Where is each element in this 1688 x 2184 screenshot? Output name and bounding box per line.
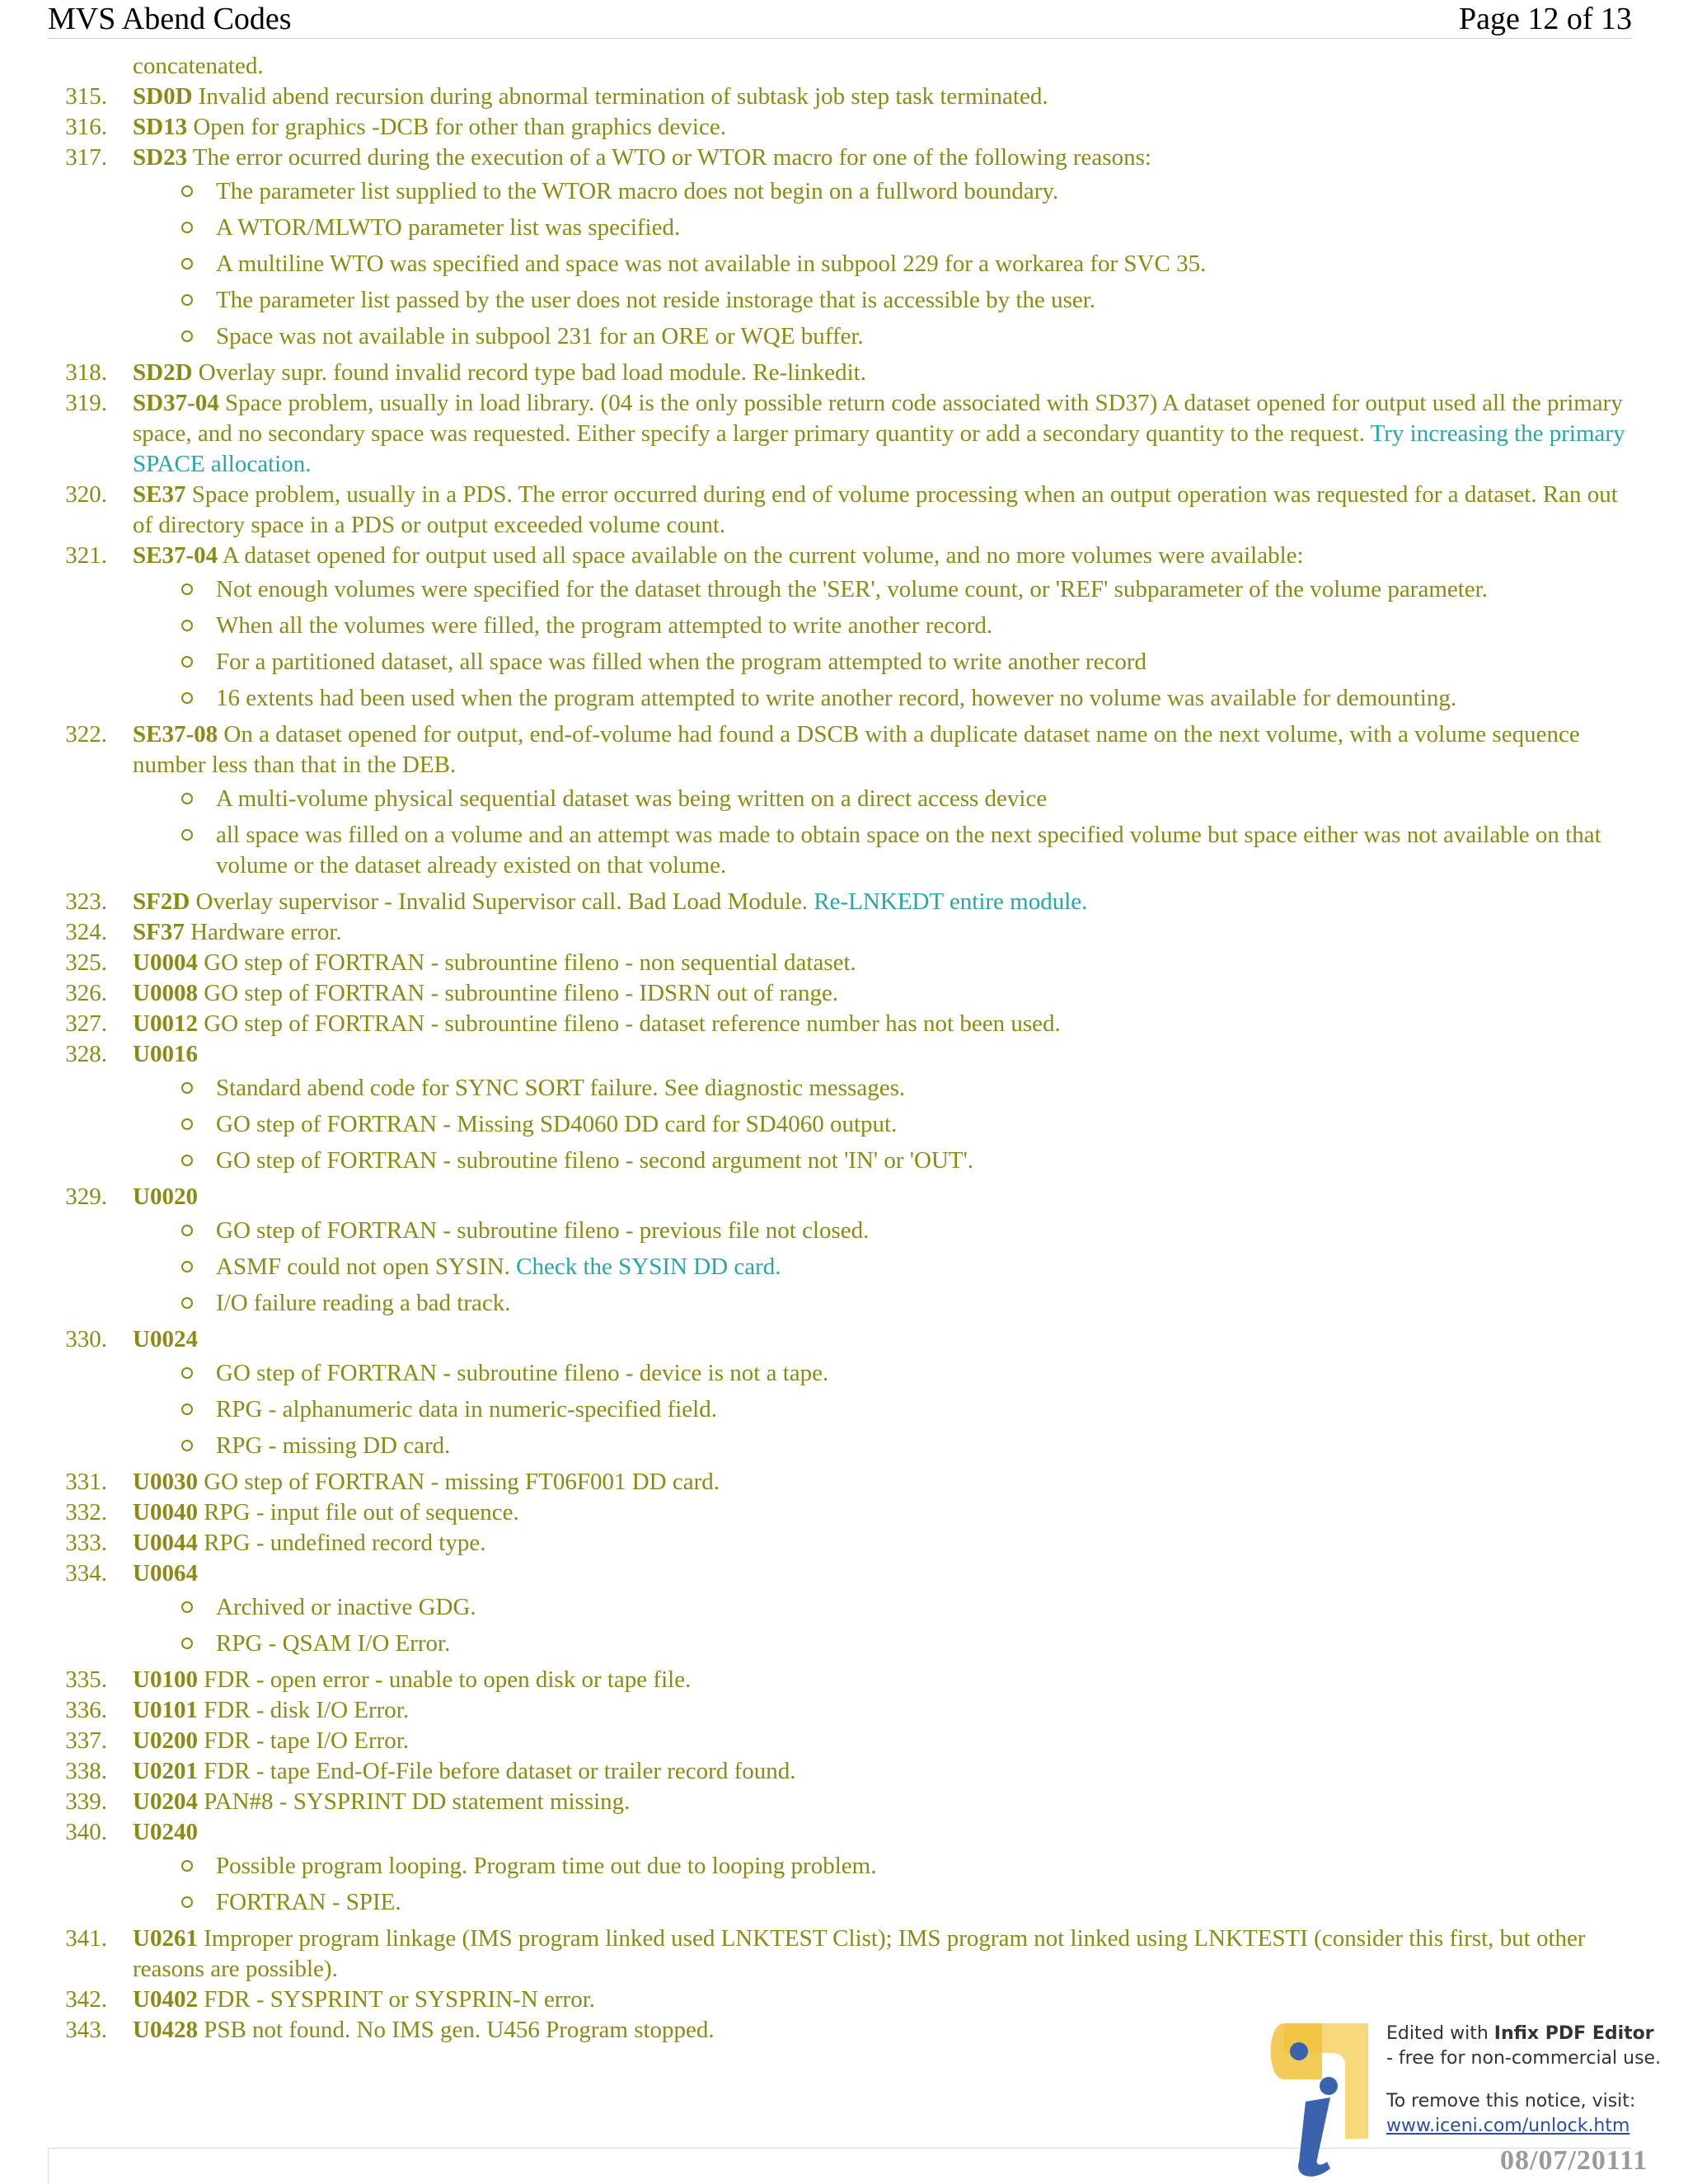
item-description: RPG - input file out of sequence. [197,1499,519,1526]
item-description: Overlay supervisor - Invalid Supervisor call. Bad Load Module. [190,888,814,915]
bullet-icon [181,1118,193,1130]
sub-item-text: RPG - alphanumeric data in numeric-specified field. [216,1396,717,1422]
abend-code: U0100 [133,1666,198,1693]
item-number: 335. [65,1666,107,1693]
item-description: Space problem, usually in a PDS. The error occurred during end of volume processing when an output operation was requested for a dataset. Ran out of directory space in a PDS or output exceeded volume count. [133,481,1618,538]
abend-code: U0064 [133,1560,198,1586]
bullet-icon [181,1082,193,1094]
sub-item-text: The parameter list passed by the user does not reside instorage that is accessible by the user. [216,287,1096,313]
abend-code: U0261 [133,1925,198,1952]
sub-item-text: FORTRAN - SPIE. [216,1889,401,1915]
abend-code: U0200 [133,1727,198,1754]
abend-code: U0101 [133,1697,198,1723]
sub-item [0,611,1688,641]
item-number: 343. [65,2017,107,2043]
list-item [0,1558,1688,1589]
item-number: 328. [65,1041,107,1067]
list-item [0,1039,1688,1070]
abend-code: SE37-04 [133,542,218,569]
sub-item [0,285,1688,316]
sub-item [0,820,1688,881]
bullet-icon [181,656,193,668]
sub-item [0,683,1688,714]
item-number: 332. [65,1499,107,1526]
list-item [0,1324,1688,1355]
item-description: The error ocurred during the execution of a WTO or WTOR macro for one of the following reasons: [187,144,1151,171]
item-description: Overlay supr. found invalid record type bad load module. Re-linkedit. [192,359,866,386]
item-number: 339. [65,1788,107,1815]
list-item [0,1924,1688,1985]
item-number: 338. [65,1758,107,1784]
item-description: GO step of FORTRAN - subrountine fileno - dataset reference number has not been used. [197,1010,1061,1037]
item-number: 333. [65,1530,107,1556]
bullet-icon [181,1440,193,1451]
sub-item-text: I/O failure reading a bad track. [216,1290,511,1316]
item-number: 342. [65,1986,107,2013]
sub-item-text: 16 extents had been used when the program attempted to write another record, however no volume was available for demounting. [216,685,1457,711]
item-description: GO step of FORTRAN - missing FT06F001 DD card. [197,1469,720,1495]
list-item [0,887,1688,917]
sub-item-text: A WTOR/MLWTO parameter list was specified. [216,214,681,241]
item-number: 325. [65,949,107,976]
list-item [0,388,1688,480]
watermark-notice: Edited with Infix PDF Editor - free for non-commercial use. To remove this notice, visit: www.iceni.com/unlock.htm [1386,2022,1671,2139]
sub-item-text: GO step of FORTRAN - subroutine fileno - device is not a tape. [216,1360,829,1386]
list-item [0,719,1688,780]
sub-item-text: Archived or inactive GDG. [216,1594,476,1620]
item-description: Hardware error. [184,919,342,945]
item-number: 318. [65,359,107,386]
list-item [0,1497,1688,1528]
list-item [0,1467,1688,1497]
sub-item [0,574,1688,605]
abend-code: U0004 [133,949,198,976]
bullet-icon [181,1638,193,1649]
abend-code: U0428 [133,2017,198,2043]
item-description: FDR - tape End-Of-File before dataset or trailer record found. [197,1758,796,1784]
document-title: MVS Abend Codes [48,2,292,36]
item-number: 315. [65,83,107,110]
page-header [48,0,1632,39]
list-item [0,1985,1688,2015]
abend-code: SD2D [133,359,193,386]
bullet-icon [181,330,193,342]
item-description: Open for graphics -DCB for other than graphics device. [187,114,726,140]
sub-item [0,784,1688,814]
unlock-link[interactable]: www.iceni.com/unlock.htm [1386,2116,1630,2136]
list-item [0,1695,1688,1726]
bullet-icon [181,1601,193,1613]
sub-item-text: Standard abend code for SYNC SORT failure. See diagnostic messages. [216,1075,906,1101]
bullet-icon [181,1860,193,1872]
sub-item [0,1146,1688,1176]
sub-item [0,1216,1688,1246]
abend-code: U0008 [133,980,198,1006]
bullet-icon [181,1896,193,1908]
infix-logo-icon [1269,2015,1385,2180]
item-number: 320. [65,481,107,508]
list-item [0,541,1688,571]
item-number: 327. [65,1010,107,1037]
sub-item-text: GO step of FORTRAN - Missing SD4060 DD card for SD4060 output. [216,1111,898,1137]
list-item [0,1817,1688,1848]
sub-item-text: A multi-volume physical sequential dataset was being written on a direct access device [216,785,1048,812]
bullet-icon [181,620,193,631]
item-description: Improper program linkage (IMS program linked used LNKTEST Clist); IMS program not linked using LNKTESTI (consider this first, but other reasons are possible). [133,1925,1586,1982]
sub-item [0,1431,1688,1461]
item-description: PSB not found. No IMS gen. U456 Program stopped. [197,2017,715,2043]
abend-code: U0030 [133,1469,198,1495]
sub-item-text: GO step of FORTRAN - subroutine fileno - previous file not closed. [216,1217,870,1244]
item-description: On a dataset opened for output, end-of-volume had found a DSCB with a duplicate dataset name on the next volume, with a volume sequence number less than that in the DEB. [133,721,1580,778]
item-number: 322. [65,721,107,748]
sub-item-text: RPG - missing DD card. [216,1432,451,1459]
list-item [0,1182,1688,1212]
sub-item-text: Not enough volumes were specified for the dataset through the 'SER', volume count, or 'REF' subparameter of the volume parameter. [216,576,1488,602]
item-description: PAN#8 - SYSPRINT DD statement missing. [197,1788,631,1815]
list-item [0,143,1688,173]
sub-item [0,1629,1688,1659]
list-item [0,1528,1688,1558]
abend-code: SF2D [133,888,190,915]
sub-item-text: GO step of FORTRAN - subroutine fileno - second argument not 'IN' or 'OUT'. [216,1147,974,1174]
abend-code: U0040 [133,1499,198,1526]
abend-code: SD37-04 [133,390,219,416]
bullet-icon [181,1404,193,1415]
list-item [0,1009,1688,1039]
sub-item-text: Space was not available in subpool 231 for an ORE or WQE buffer. [216,323,864,349]
sub-item [0,1887,1688,1918]
abend-code: U0044 [133,1530,198,1556]
item-number: 336. [65,1697,107,1723]
list-item [0,978,1688,1009]
abend-code: U0012 [133,1010,198,1037]
list-item [0,112,1688,143]
sub-item [0,647,1688,677]
abend-code: U0020 [133,1183,198,1210]
watermark-date: 08/07/20111 [1500,2145,1648,2176]
item-description: GO step of FORTRAN - subrountine fileno - IDSRN out of range. [197,980,839,1006]
abend-code: SE37 [133,481,186,508]
list-item [0,1726,1688,1756]
bullet-icon [181,829,193,841]
sub-item [0,249,1688,279]
item-number: 323. [65,888,107,915]
list-item [0,480,1688,541]
item-number: 337. [65,1727,107,1754]
abend-code: U0402 [133,1986,198,2013]
continued-text: concatenated. [133,53,264,79]
sub-item [0,1288,1688,1319]
bullet-icon [181,258,193,269]
item-number: 329. [65,1183,107,1210]
list-item [0,1756,1688,1787]
abend-code: SD13 [133,114,188,140]
bullet-icon [181,294,193,306]
item-description: GO step of FORTRAN - subrountine fileno - non sequential dataset. [197,949,856,976]
item-number: 319. [65,390,107,416]
bullet-icon [181,222,193,233]
item-description: FDR - SYSPRINT or SYSPRIN-N error. [197,1986,596,2013]
sub-item-text: all space was filled on a volume and an attempt was made to obtain space on the next specified volume but space either was not available on that volume or the dataset already existed on that volume. [216,822,1601,879]
bullet-icon [181,1155,193,1166]
item-number: 340. [65,1819,107,1845]
item-link[interactable]: Try increasing the primary SPACE allocation. [133,420,1625,477]
bullet-icon [181,692,193,704]
sub-item [0,1073,1688,1104]
bullet-icon [181,1367,193,1379]
item-description: Invalid abend recursion during abnormal termination of subtask job step task terminated. [192,83,1048,110]
item-number: 321. [65,542,107,569]
abend-code: SD0D [133,83,193,110]
item-description: FDR - disk I/O Error. [197,1697,410,1723]
sub-item [0,1592,1688,1623]
sub-item-text: A multiline WTO was specified and space was not available in subpool 229 for a workarea for SVC 35. [216,251,1207,277]
abend-code: SD23 [133,144,188,171]
item-number: 334. [65,1560,107,1586]
item-number: 316. [65,114,107,140]
bullet-icon [181,1297,193,1309]
sub-item [0,213,1688,243]
item-description: FDR - tape I/O Error. [197,1727,410,1754]
abend-code: U0016 [133,1041,198,1067]
sub-item [0,1358,1688,1389]
sub-item-text: ASMF could not open SYSIN. [216,1254,517,1280]
item-number: 324. [65,919,107,945]
item-number: 317. [65,144,107,171]
item-description: A dataset opened for output used all space available on the current volume, and no more volumes were available: [218,542,1304,569]
list-item [0,917,1688,948]
list-item [0,948,1688,978]
sub-item [0,176,1688,207]
item-number: 331. [65,1469,107,1495]
item-number: 330. [65,1326,107,1352]
sub-item [0,321,1688,352]
list-item [0,82,1688,112]
sub-item-text: When all the volumes were filled, the program attempted to write another record. [216,612,993,639]
item-number: 326. [65,980,107,1006]
item-number: 341. [65,1925,107,1952]
sub-item-link[interactable]: Check the SYSIN DD card. [516,1254,781,1280]
bullet-icon [181,583,193,595]
bullet-icon [181,793,193,804]
sub-item-text: The parameter list supplied to the WTOR macro does not begin on a fullword boundary. [216,178,1059,204]
item-description: Space problem, usually in load library. (04 is the only possible return code associated with SD37) A dataset opened for output used all the primary space, and no secondary space was requested. Either specify a larger primary quantity or add a secondary quantity to the request. [133,390,1623,447]
footer-border [48,2148,49,2184]
sub-item [0,1109,1688,1140]
bullet-icon [181,185,193,197]
item-link[interactable]: Re-LNKEDT entire module. [814,888,1088,915]
abend-code: U0240 [133,1819,198,1845]
abend-code: U0024 [133,1326,198,1352]
bullet-icon [181,1261,193,1272]
sub-item-text: For a partitioned dataset, all space was filled when the program attempted to write another record [216,649,1146,675]
list-item [0,1787,1688,1817]
sub-item [0,1252,1688,1282]
sub-item [0,1394,1688,1425]
item-description: RPG - undefined record type. [197,1530,486,1556]
abend-code: U0201 [133,1758,198,1784]
abend-code: SE37-08 [133,721,218,748]
sub-item-text: RPG - QSAM I/O Error. [216,1630,451,1657]
bullet-icon [181,1225,193,1236]
abend-code: U0204 [133,1788,198,1815]
document-body [0,51,1688,2046]
list-item [0,358,1688,388]
page-number: Page 12 of 13 [1458,2,1632,36]
sub-item [0,1851,1688,1882]
abend-code: SF37 [133,919,185,945]
infix-watermark [1269,2015,1673,2180]
sub-item-text: Possible program looping. Program time out due to looping problem. [216,1853,877,1879]
list-item [0,1665,1688,1695]
item-description: FDR - open error - unable to open disk or tape file. [197,1666,692,1693]
